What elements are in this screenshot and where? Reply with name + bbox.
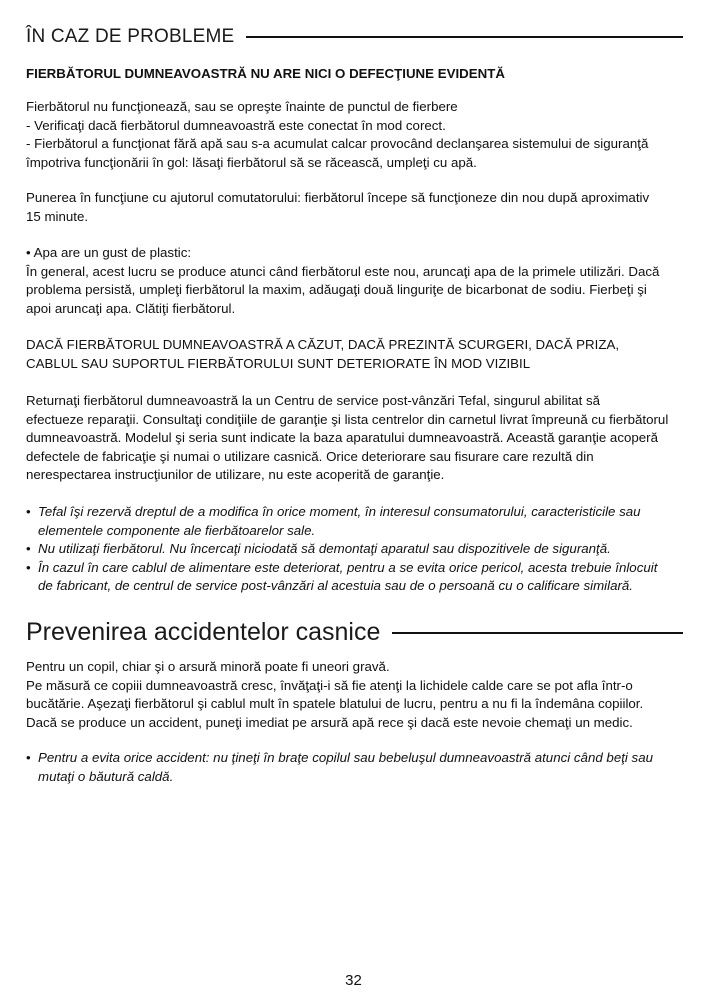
bullet-list-prevention bbox=[26, 749, 686, 786]
text-line: Fierbătorul nu funcţionează, sau se opreşte înainte de punctul de fierbere bbox=[26, 99, 458, 114]
paragraph-child-safety bbox=[26, 658, 686, 732]
text-line: apoi aruncaţi apa. Clătiţi fierbătorul. bbox=[26, 300, 236, 316]
text-line: Punerea în funcţiune cu ajutorul comutatorului: fierbătorul începe să funcţioneze din nou după aproximativ bbox=[26, 190, 650, 205]
bullet-icon: • bbox=[26, 559, 31, 575]
text-line: • Apa are un gust de plastic: bbox=[26, 245, 192, 260]
bullet-icon: • bbox=[26, 541, 31, 556]
list-item bbox=[26, 503, 686, 540]
text-line: DACĂ FIERBĂTORUL DUMNEAVOASTRĂ A CĂZUT, DACĂ PREZINTĂ SCURGERI, DACĂ PRIZA, bbox=[26, 337, 620, 352]
text-line: - Fierbătorul a funcţionat fără apă sau s-a acumulat calcar provocând declanşarea sistemului de siguranţă bbox=[26, 136, 649, 151]
text-line: elementele componente ale fierbătoarelor sale. bbox=[38, 522, 316, 538]
text-line: Pe măsură ce copiii dumneavoastră cresc, învăţaţi-i să fie atenţi la lichidele calde care se pot afla într-o bbox=[26, 677, 633, 693]
text-line: CABLUL SAU SUPORTUL FIERBĂTORULUI SUNT DETERIORATE ÎN MOD VIZIBIL bbox=[26, 355, 531, 371]
text-line: În cazul în care cablul de alimentare este deteriorat, pentru a se evita orice pericol, acesta trebuie înlocuit bbox=[38, 559, 658, 575]
heading-rule bbox=[392, 632, 683, 634]
section-heading-prevention bbox=[26, 618, 683, 647]
text-line: problema persistă, umpleţi fierbătorul la maxim, adăugaţi două linguriţe de bicarbonat de sodiu. Fierbeţi şi bbox=[26, 282, 647, 297]
text-line: - Verificaţi dacă fierbătorul dumneavoastră este conectat în mod corect. bbox=[26, 117, 446, 133]
text-line: În general, acest lucru se produce atunci când fierbătorul este nou, aruncaţi apa de la primele utilizări. Dacă bbox=[26, 263, 660, 279]
text-line: nerespectarea instrucţiunilor de utilizare, nu este acoperită de garanţie. bbox=[26, 467, 445, 482]
text-line: efectueze reparaţii. Consultaţi condiţiile de garanţie şi lista centrelor din carnetul livrat împreună cu fierbătorul bbox=[26, 411, 669, 427]
text-line: împotriva funcţionării în gol: lăsaţi fierbătorul să se răcească, umpleţi cu apă. bbox=[26, 154, 477, 170]
text-line: Nu utilizaţi fierbătorul. Nu încercaţi niciodată să demontaţi aparatul sau dispozitivele de siguranţă. bbox=[38, 541, 611, 556]
text-line: Returnaţi fierbătorul dumneavoastră la un Centru de service post-vânzări Tefal, singurul abilitat să bbox=[26, 393, 601, 408]
text-line: Dacă se produce un accident, puneţi imediat pe arsură apă rece şi dacă este nevoie chemaţi un medic. bbox=[26, 714, 633, 730]
list-item bbox=[26, 559, 686, 596]
text-line: dumneavoastră. Modelul şi seria sunt indicate la baza aparatului dumneavoastră. Această garanţie acoperă bbox=[26, 430, 658, 445]
paragraph-service-center bbox=[26, 392, 686, 485]
paragraph-kettle-stops bbox=[26, 98, 686, 172]
section-heading-text: Prevenirea accidentelor casnice bbox=[26, 618, 381, 646]
list-item bbox=[26, 749, 686, 786]
section-heading-text: ÎN CAZ DE PROBLEME bbox=[26, 26, 235, 47]
paragraph-damaged-kettle bbox=[26, 336, 686, 373]
text-line: mutaţi o băutură caldă. bbox=[38, 768, 174, 784]
page-number: 32 bbox=[345, 972, 362, 989]
text-line: bucătărie. Aşezaţi fierbătorul şi cablul mult în spatele blatului de lucru, pentru a nu fi la îndemâna copiilor. bbox=[26, 696, 644, 711]
text-line: 15 minute. bbox=[26, 208, 89, 224]
subheading-no-defect: FIERBĂTORUL DUMNEAVOASTRĂ NU ARE NICI O DEFECŢIUNE EVIDENTĂ bbox=[26, 66, 505, 81]
section-heading-troubleshooting bbox=[26, 26, 683, 48]
paragraph-switch-restart bbox=[26, 189, 686, 226]
list-item bbox=[26, 540, 686, 559]
paragraph-plastic-taste bbox=[26, 244, 686, 318]
text-line: de fabricant, de centrul de service post-vânzări al acestuia sau de o persoană cu o calificare similară. bbox=[38, 578, 633, 593]
text-line: Pentru a evita orice accident: nu ţineţi în braţe copilul sau bebeluşul dumneavoastră atunci când beţi sau bbox=[38, 750, 653, 765]
bullet-icon: • bbox=[26, 504, 31, 519]
text-line: Tefal îşi rezervă dreptul de a modifica în orice moment, în interesul consumatorului, caracteristicile sau bbox=[38, 504, 641, 519]
text-line: Pentru un copil, chiar şi o arsură minoră poate fi uneori gravă. bbox=[26, 659, 390, 674]
heading-rule bbox=[246, 36, 683, 38]
bullet-list-warnings bbox=[26, 503, 686, 596]
bullet-icon: • bbox=[26, 750, 31, 765]
text-line: defectele de fabricaţie şi numai o utilizare casnică. Orice deteriorare sau fisurare care rezultă din bbox=[26, 448, 594, 464]
